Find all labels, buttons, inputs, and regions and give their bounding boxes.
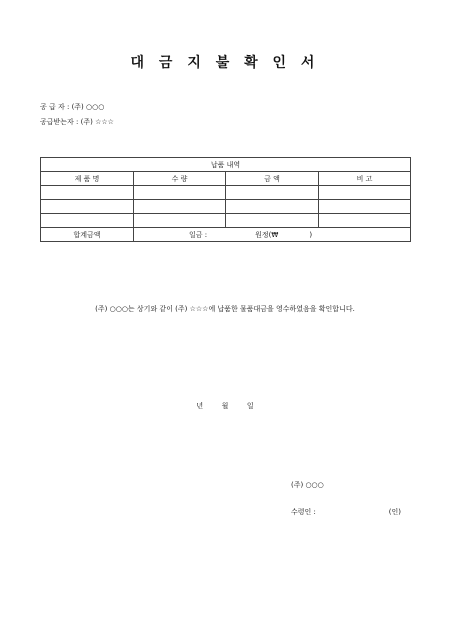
table-cell [41,214,134,228]
column-header-amount: 금 액 [226,172,319,186]
table-section-header: 납품 내역 [41,158,411,172]
confirmation-statement: (주) ○○○는 상기와 같이 (주) ☆☆☆에 납품한 물품대금을 영수하였음을 확인합니다. [95,305,355,313]
receiver-label: 수령인 : [291,508,316,516]
table-cell [134,214,226,228]
supplier-label: 공 급 자 : [40,103,70,111]
column-header-remarks: 비 고 [319,172,411,186]
table-cell [134,186,226,200]
column-header-product: 제 품 명 [41,172,134,186]
total-amount-label: 일금 : [189,230,208,239]
table-cell [319,186,411,200]
seal-mark: (인) [388,508,401,516]
supplier-value: (주) ○○○ [71,103,105,111]
total-label: 합계금액 [41,228,134,242]
table-cell [319,214,411,228]
table-cell [319,200,411,214]
table-row [41,186,411,200]
recipient-label: 공급받는자 : [40,118,79,126]
signature-company: (주) ○○○ [291,481,324,489]
delivery-table [40,157,411,242]
date-line [0,401,450,411]
table-cell [226,186,319,200]
table-header-row [41,172,411,186]
document-title: 대 금 지 불 확 인 서 [130,55,320,71]
supplier-line [40,102,104,112]
signature-receiver-line [291,507,401,517]
table-total-row [41,228,411,242]
date-year: 년 [196,402,204,410]
column-header-quantity: 수 량 [134,172,226,186]
table-section-header-row [41,158,411,172]
date-day: 일 [246,402,254,410]
table-row [41,200,411,214]
recipient-value: (주) ☆☆☆ [80,118,114,126]
recipient-line [40,117,114,127]
table-cell [226,214,319,228]
table-cell [41,186,134,200]
table-row [41,214,411,228]
table-cell [41,200,134,214]
total-amount-cell [134,228,411,242]
table-cell [226,200,319,214]
date-month: 월 [221,402,229,410]
table-cell [134,200,226,214]
total-amount-suffix: 원정(₩ ) [255,230,313,239]
